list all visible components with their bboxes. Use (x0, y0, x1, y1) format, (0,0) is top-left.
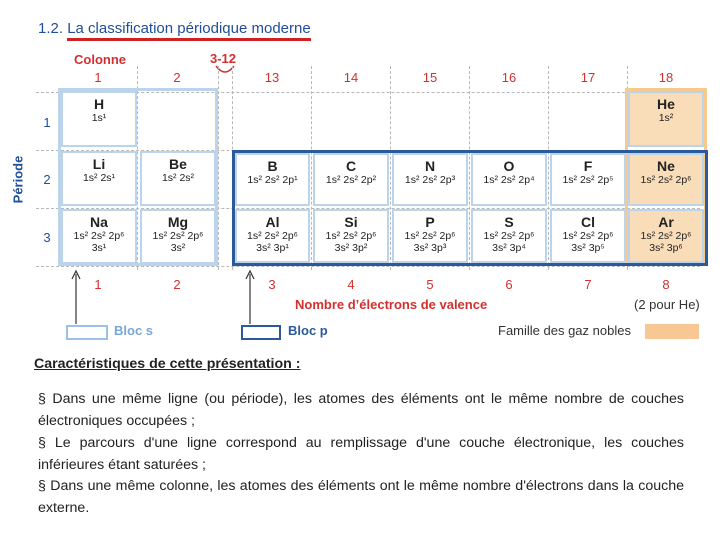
element-symbol: He (657, 96, 675, 112)
element-config: 1s² 2s² 2p⁵ (562, 174, 614, 186)
element-symbol: N (424, 158, 436, 174)
element-symbol: B (267, 158, 278, 174)
element-config: 1s² 2s² 2p² (325, 174, 377, 186)
valence-count: 1 (94, 277, 102, 292)
section-heading: La classification périodique moderne (67, 20, 310, 41)
element-symbol: Li (92, 156, 106, 172)
element-config: 1s² 2s² 2p⁴ (483, 174, 535, 186)
valence-he-note: (2 pour He) (634, 297, 700, 312)
element-config: 1s² (658, 112, 674, 124)
valence-count: 3 (268, 277, 276, 292)
element-config: 1s² 2s² (161, 172, 195, 184)
column-label: Colonne (74, 52, 126, 67)
element-symbol: Si (344, 214, 358, 230)
legend-noble-gas: Famille des gaz nobles (498, 323, 631, 338)
element-symbol: F (583, 158, 593, 174)
valence-count: 7 (584, 277, 592, 292)
column-number: 15 (422, 70, 438, 85)
column-number: 14 (343, 70, 359, 85)
bloc-s-outline (58, 88, 218, 266)
valence-count: 6 (505, 277, 513, 292)
legend-swatch-noble-gas (645, 324, 699, 339)
groups-3-12-label: 3-12 (210, 51, 237, 66)
column-number: 13 (264, 70, 280, 85)
element-config: 1s² 2s² 2p⁶ 3s² (152, 230, 204, 254)
valence-count: 4 (347, 277, 355, 292)
element-symbol: P (425, 214, 435, 230)
element-symbol: Na (90, 214, 108, 230)
element-config: 1s² 2s² 2p⁶ 3s² 3p⁵ (562, 230, 614, 254)
valence-count: 5 (426, 277, 434, 292)
element-config: 1s¹ (91, 112, 107, 124)
valence-caption: Nombre d’électrons de valence (295, 297, 488, 312)
element-symbol: S (504, 214, 514, 230)
column-number: 2 (173, 70, 181, 85)
element-config: 1s² 2s² 2p¹ (247, 174, 298, 186)
characteristic-item: § Dans une même ligne (ou période), les atomes des éléments ont le même nombre de couches électroniques occupées ; (38, 391, 684, 429)
section-number: 1.2. (38, 20, 64, 37)
grid-line (218, 66, 219, 270)
legend-swatch-bloc-p (241, 325, 281, 340)
element-config: 1s² 2s² 2p⁶ 3s² 3p¹ (246, 230, 298, 254)
element-config: 1s² 2s² 2p⁶ 3s² 3p⁴ (483, 230, 535, 254)
legend-swatch-bloc-s (66, 325, 108, 340)
valence-count: 8 (662, 277, 670, 292)
period-label: Période (10, 155, 26, 204)
element-symbol: O (503, 158, 515, 174)
legend-bloc-p: Bloc p (288, 323, 328, 338)
element-config: 1s² 2s² 2p⁶ 3s² 3p³ (404, 230, 456, 254)
column-number: 17 (580, 70, 596, 85)
element-symbol: Ne (657, 158, 675, 174)
grid-line (36, 266, 700, 267)
period-number: 1 (43, 115, 51, 130)
element-symbol: H (93, 96, 105, 112)
element-symbol: C (345, 158, 357, 174)
characteristic-item: § Dans une même colonne, les atomes des éléments ont le même nombre d'électrons dans la couche externe. (38, 478, 684, 516)
element-symbol: Cl (581, 214, 595, 230)
period-number: 3 (43, 230, 51, 245)
element-config: 1s² 2s² 2p⁶ 3s² 3p⁶ (640, 230, 692, 254)
column-number: 1 (94, 70, 102, 85)
element-symbol: Be (169, 156, 187, 172)
element-symbol: Al (265, 214, 280, 230)
element-config: 1s² 2s² 2p⁶ (640, 174, 692, 186)
characteristic-item: § Le parcours d'une ligne correspond au remplissage d'une couche électronique, les couches inférieures étant saturées ; (38, 435, 684, 473)
column-number: 18 (658, 70, 674, 85)
element-config: 1s² 2s¹ (82, 172, 116, 184)
element-symbol: Mg (167, 214, 189, 230)
column-number: 16 (501, 70, 517, 85)
element-config: 1s² 2s² 2p³ (404, 174, 456, 186)
element-config: 1s² 2s² 2p⁶ 3s² 3p² (325, 230, 377, 254)
legend-bloc-s: Bloc s (114, 323, 154, 338)
valence-count: 2 (173, 277, 181, 292)
period-number: 2 (43, 172, 51, 187)
bloc-p-outline (232, 150, 708, 266)
element-symbol: Ar (658, 214, 674, 230)
characteristics-heading: Caractéristiques de cette présentation : (34, 356, 301, 372)
section-title (38, 20, 311, 37)
element-config: 1s² 2s² 2p⁶ 3s¹ (73, 230, 125, 254)
